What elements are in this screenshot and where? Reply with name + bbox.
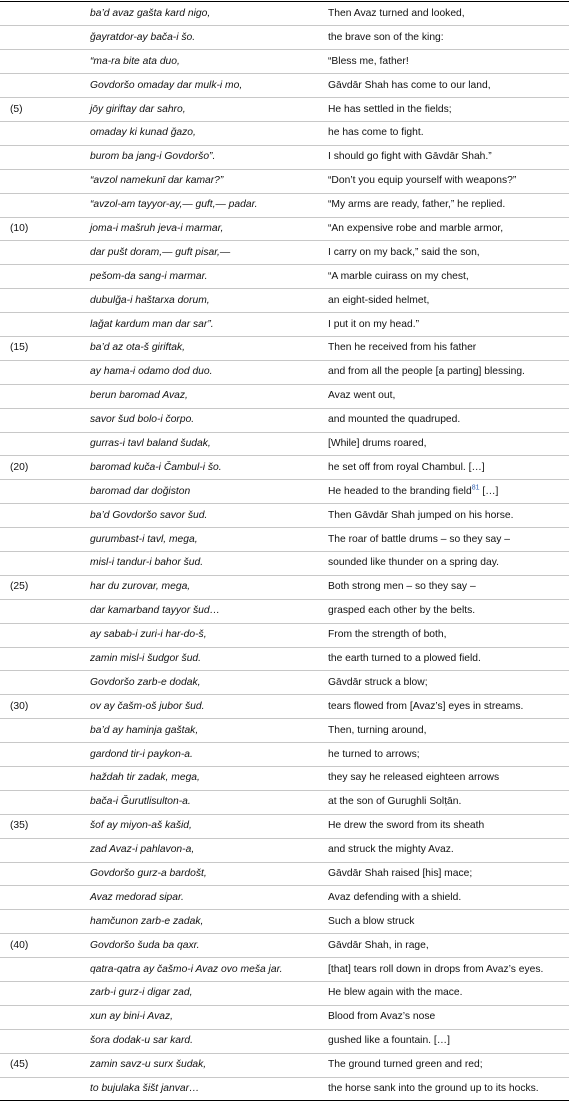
line-number [0,982,80,1006]
line-number [0,480,80,504]
translation-verse: he set off from royal Chambul. […] [320,456,569,480]
line-number [0,241,80,265]
translation-verse: Blood from Avaz’s nose [320,1005,569,1029]
line-number: (35) [0,814,80,838]
verse-row [0,241,569,265]
line-number: (25) [0,575,80,599]
translation-verse: Gāvdār Shah raised [his] mace; [320,862,569,886]
source-verse: Avaz medorad sipar. [80,886,320,910]
line-number [0,790,80,814]
source-verse: šora dodak-u sar kard. [80,1029,320,1053]
translation-verse: Then Gāvdār Shah jumped on his horse. [320,504,569,528]
source-verse: ba’d avaz gašta kard nigo, [80,2,320,26]
translation-verse: the earth turned to a plowed field. [320,647,569,671]
line-number [0,958,80,982]
line-number [0,1005,80,1029]
verse-row [0,886,569,910]
source-verse: ba’d az ota-š giriftak, [80,336,320,360]
line-number [0,2,80,26]
source-verse: omaday ki kunad ğazо, [80,121,320,145]
source-verse: pešom-da sang-i marmar. [80,265,320,289]
line-number [0,121,80,145]
translation-verse: he has come to fight. [320,121,569,145]
source-verse: ov ay čašm-oš jubor šud. [80,695,320,719]
source-verse: to bujulaka šišt janvar… [80,1077,320,1101]
translation-verse: and mounted the quadruped. [320,408,569,432]
line-number: (15) [0,336,80,360]
source-verse: ay sabab-i zuri-i har-do-š, [80,623,320,647]
verse-row [0,169,569,193]
verse-row [0,647,569,671]
translation-verse: “Bless me, father! [320,50,569,74]
translation-verse: Gāvdār Shah, in rage, [320,934,569,958]
translation-verse: He drew the sword from its sheath [320,814,569,838]
source-verse: “avzol namekunī dar kamar?” [80,169,320,193]
translation-verse: “A marble cuirass on my chest, [320,265,569,289]
source-verse: bača-i Ğurutlisulton-a. [80,790,320,814]
source-verse: “ma-ra bite ata duо, [80,50,320,74]
verse-row [0,623,569,647]
verse-row [0,838,569,862]
verse-row [0,289,569,313]
verse-row [0,934,569,958]
translation-verse: Then Avaz turned and looked, [320,2,569,26]
source-verse: zarb-i gurz-i digar zad, [80,982,320,1006]
line-number [0,743,80,767]
source-verse: jо̄y giriftay dar sahro, [80,98,320,122]
source-verse: haždah tir zadak, mega, [80,767,320,791]
source-verse: Govdoršо zarb-e dodak, [80,671,320,695]
verse-row [0,1053,569,1077]
line-number [0,360,80,384]
verse-row [0,719,569,743]
translation-verse: tears flowed from [Avaz’s] eyes in streams. [320,695,569,719]
verse-row [0,1029,569,1053]
verse-row [0,193,569,217]
verse-row [0,862,569,886]
source-verse: lağat kardum man dar sar”. [80,313,320,337]
source-verse: ğayratdor-ay bača-i šo. [80,26,320,50]
source-verse: zamin savz-u surx šudak, [80,1053,320,1077]
line-number [0,1077,80,1101]
verse-row [0,480,569,504]
line-number [0,551,80,575]
source-verse: dar kamarbаnd tayyor šud… [80,599,320,623]
verse-row [0,767,569,791]
translation-verse: Avaz defending with a shield. [320,886,569,910]
translation-verse: an eight-sided helmet, [320,289,569,313]
source-verse: hamčunon zarb-e zadak, [80,910,320,934]
translation-text: He headed to the branding field [328,485,472,497]
translation-verse: I put it on my head.” [320,313,569,337]
line-number [0,1029,80,1053]
translation-verse: I should go fight with Gāvdār Shah.” [320,145,569,169]
line-number [0,528,80,552]
poem-table-body [0,2,569,1101]
source-verse: dubulğa-i haštarxa dorum, [80,289,320,313]
source-verse: ba’d ay haminja gaštak, [80,719,320,743]
verse-row [0,575,569,599]
source-verse: ba’d Govdoršо savоr šud. [80,504,320,528]
translation-verse: I carry on my back,” said the son, [320,241,569,265]
source-verse: dar pušt doram,— guft pisar,— [80,241,320,265]
translation-verse: The roar of battle drums – so they say – [320,528,569,552]
line-number [0,623,80,647]
translation-verse: they say he released eighteen arrows [320,767,569,791]
verse-row [0,599,569,623]
line-number [0,862,80,886]
verse-row [0,217,569,241]
translation-verse: He has settled in the fields; [320,98,569,122]
source-verse: zamin misl-i šudgоr šud. [80,647,320,671]
verse-row [0,695,569,719]
verse-row [0,265,569,289]
line-number: (10) [0,217,80,241]
line-number [0,145,80,169]
line-number [0,384,80,408]
line-number [0,767,80,791]
verse-row [0,814,569,838]
verse-row [0,145,569,169]
verse-row [0,74,569,98]
line-number [0,886,80,910]
line-number [0,50,80,74]
verse-row [0,743,569,767]
verse-row [0,360,569,384]
source-verse: gurras-i tavl baland šudak, [80,432,320,456]
source-verse: Govdoršо omaday dar mulk-i mo, [80,74,320,98]
verse-row [0,1005,569,1029]
verse-row [0,384,569,408]
line-number [0,289,80,313]
line-number [0,26,80,50]
verse-row [0,456,569,480]
verse-row [0,336,569,360]
source-verse: xun ay bini-i Avaz, [80,1005,320,1029]
line-number [0,432,80,456]
source-verse: har du zurovar, mega, [80,575,320,599]
verse-row [0,528,569,552]
translation-verse: Avaz went out, [320,384,569,408]
footnote-link[interactable]: 81 [471,484,480,492]
source-verse: misl-i tandur-i bahor šud. [80,551,320,575]
translation-verse: [that] tears roll down in drops from Avaz’s eyes. [320,958,569,982]
verse-row [0,671,569,695]
translation-verse: sounded like thunder on a spring day. [320,551,569,575]
translation-verse: Such a blow struck [320,910,569,934]
translation-verse: the horse sank into the ground up to its hocks. [320,1077,569,1101]
translation-verse: [While] drums roared, [320,432,569,456]
line-number: (30) [0,695,80,719]
source-verse: burоm ba jang-i Govdoršо”. [80,145,320,169]
line-number [0,719,80,743]
translation-verse: and from all the people [a parting] blessing. [320,360,569,384]
line-number [0,313,80,337]
translation-verse: “Don’t you equip yourself with weapons?” [320,169,569,193]
source-verse: berun baromad Avaz, [80,384,320,408]
source-verse: qatra-qatra ay čašmo-i Avaz ovo meša jar. [80,958,320,982]
translation-verse: and struck the mighty Avaz. [320,838,569,862]
translation-verse [320,480,569,504]
verse-row [0,2,569,26]
verse-row [0,982,569,1006]
verse-row [0,26,569,50]
source-verse: savor šud bolo-i čorpo. [80,408,320,432]
line-number [0,671,80,695]
verse-row [0,910,569,934]
verse-row [0,504,569,528]
source-verse: “avzol-am tayyor-ay,— guft,— padar. [80,193,320,217]
line-number: (40) [0,934,80,958]
source-verse: šof ay miyon-aš kašid, [80,814,320,838]
verse-row [0,551,569,575]
translation-verse: “An expensive robe and marble armor, [320,217,569,241]
verse-row [0,50,569,74]
translation-verse: gushed like a fountain. […] [320,1029,569,1053]
poem-table [0,2,569,1101]
source-verse: gardond tir-i paykon-a. [80,743,320,767]
verse-row [0,958,569,982]
line-number [0,647,80,671]
line-number [0,74,80,98]
line-number [0,838,80,862]
translation-verse: Then, turning around, [320,719,569,743]
translation-verse: “My arms are ready, father,” he replied. [320,193,569,217]
translation-verse: The ground turned green and red; [320,1053,569,1077]
line-number [0,599,80,623]
source-verse: ay hama-i odamo dod duо. [80,360,320,384]
source-verse: Govdoršо šuda ba qaxr. [80,934,320,958]
translation-verse: Gāvdār Shah has come to our land, [320,74,569,98]
verse-row [0,790,569,814]
line-number [0,408,80,432]
translation-verse: grasped each other by the belts. [320,599,569,623]
translation-verse: he turned to arrows; [320,743,569,767]
verse-row [0,313,569,337]
verse-row [0,408,569,432]
verse-row [0,121,569,145]
translation-verse: at the son of Gurughli Solṭān. [320,790,569,814]
verse-row [0,98,569,122]
line-number: (5) [0,98,80,122]
line-number [0,504,80,528]
line-number: (45) [0,1053,80,1077]
translation-verse: From the strength of both, [320,623,569,647]
source-verse: zad Avaz-i pahlavon-a, [80,838,320,862]
line-number [0,169,80,193]
translation-verse: He blew again with the mace. [320,982,569,1006]
source-verse: barоmad dar doğiston [80,480,320,504]
source-verse: jоma-i mašruh jeva-i marmar, [80,217,320,241]
verse-row [0,432,569,456]
translation-verse: the brave son of the king: [320,26,569,50]
translation-verse: Gāvdār struck a blow; [320,671,569,695]
source-verse: gurumbast-i tavl, mega, [80,528,320,552]
source-verse: Govdoršо gurz-a bardošt, [80,862,320,886]
source-verse: baromad kuča-i Čambul-i šo. [80,456,320,480]
translation-verse: Both strong men – so they say – [320,575,569,599]
line-number [0,910,80,934]
line-number: (20) [0,456,80,480]
line-number [0,193,80,217]
line-number [0,265,80,289]
translation-text-after: […] [479,485,499,497]
verse-row [0,1077,569,1101]
translation-verse: Then he received from his father [320,336,569,360]
